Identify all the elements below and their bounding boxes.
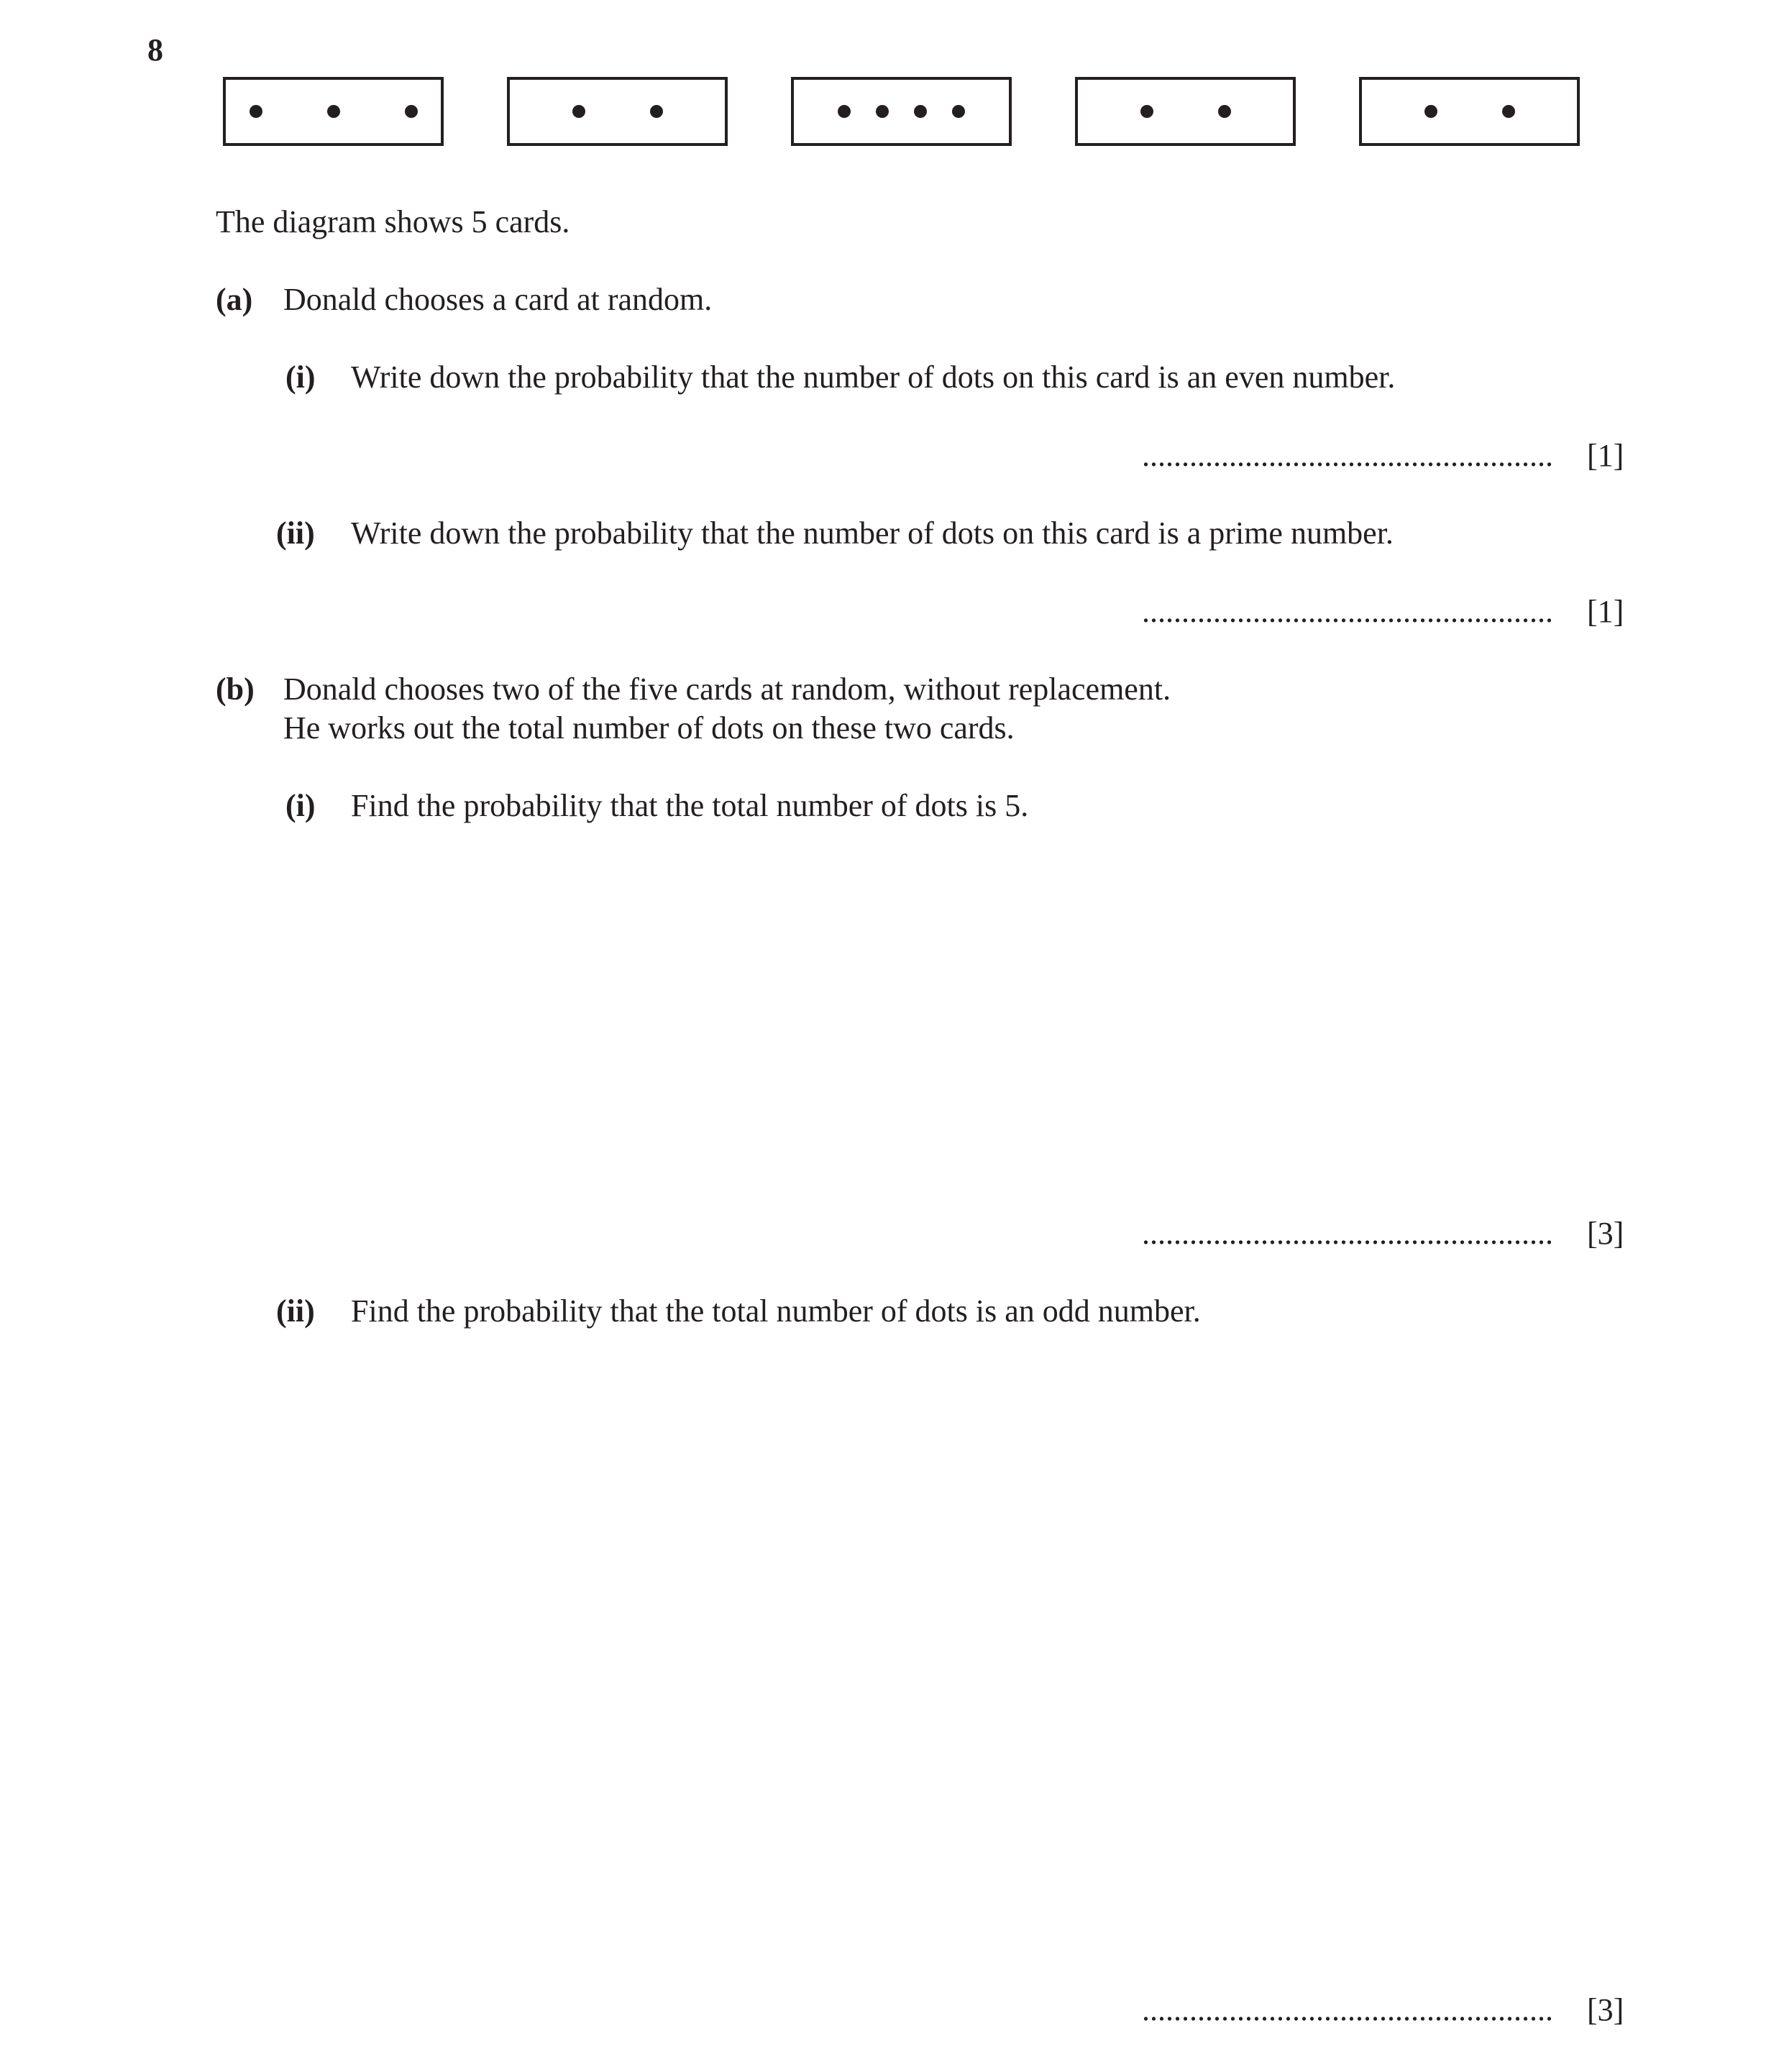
card-dot: [1218, 105, 1231, 118]
part-b-ii-answer-line[interactable]: ....................................................: [1142, 1992, 1553, 2027]
part-a-ii-label: (ii): [276, 515, 315, 551]
card-dot: [572, 105, 585, 118]
part-a-ii-answer-line[interactable]: ....................................................: [1142, 594, 1553, 629]
part-b-label: (b): [216, 671, 255, 707]
card-dot: [327, 105, 340, 118]
card-dot: [838, 105, 851, 118]
part-b-i-marks: [3]: [1587, 1216, 1624, 1251]
card-4: [1075, 77, 1296, 146]
part-a-ii-text: Write down the probability that the number of dots on this card is a prime number.: [351, 515, 1394, 551]
question-number: 8: [147, 32, 163, 68]
part-b-i-label: (i): [285, 788, 316, 823]
card-dot: [1140, 105, 1153, 118]
cards-diagram: [223, 77, 1589, 149]
card-5: [1359, 77, 1580, 146]
card-dot: [1502, 105, 1515, 118]
card-dot: [876, 105, 889, 118]
part-a-i-marks: [1]: [1587, 438, 1624, 473]
part-a-i-label: (i): [285, 359, 316, 395]
card-dot: [952, 105, 965, 118]
part-a-i-answer-line[interactable]: ....................................................: [1142, 438, 1553, 473]
card-dot: [405, 105, 418, 118]
part-b-i-text: Find the probability that the total number of dots is 5.: [351, 788, 1029, 823]
part-b-i-answer-line[interactable]: ....................................................: [1142, 1216, 1553, 1251]
part-a-i-text: Write down the probability that the number of dots on this card is an even number.: [351, 359, 1396, 395]
card-dot: [1424, 105, 1437, 118]
card-2: [507, 77, 728, 146]
part-b-text-line2: He works out the total number of dots on these two cards.: [283, 710, 1015, 746]
card-dot: [914, 105, 927, 118]
card-dot: [250, 105, 262, 118]
card-dot: [650, 105, 663, 118]
card-3: [791, 77, 1012, 146]
part-b-text-line1: Donald chooses two of the five cards at random, without replacement.: [283, 671, 1171, 707]
part-a-text: Donald chooses a card at random.: [283, 282, 713, 317]
part-b-ii-label: (ii): [276, 1293, 315, 1329]
part-b-ii-marks: [3]: [1587, 1992, 1624, 2027]
part-b-ii-text: Find the probability that the total number of dots is an odd number.: [351, 1293, 1201, 1329]
part-a-ii-marks: [1]: [1587, 594, 1624, 629]
card-1: [223, 77, 444, 146]
intro-text: The diagram shows 5 cards.: [216, 204, 570, 239]
part-a-label: (a): [216, 282, 253, 317]
